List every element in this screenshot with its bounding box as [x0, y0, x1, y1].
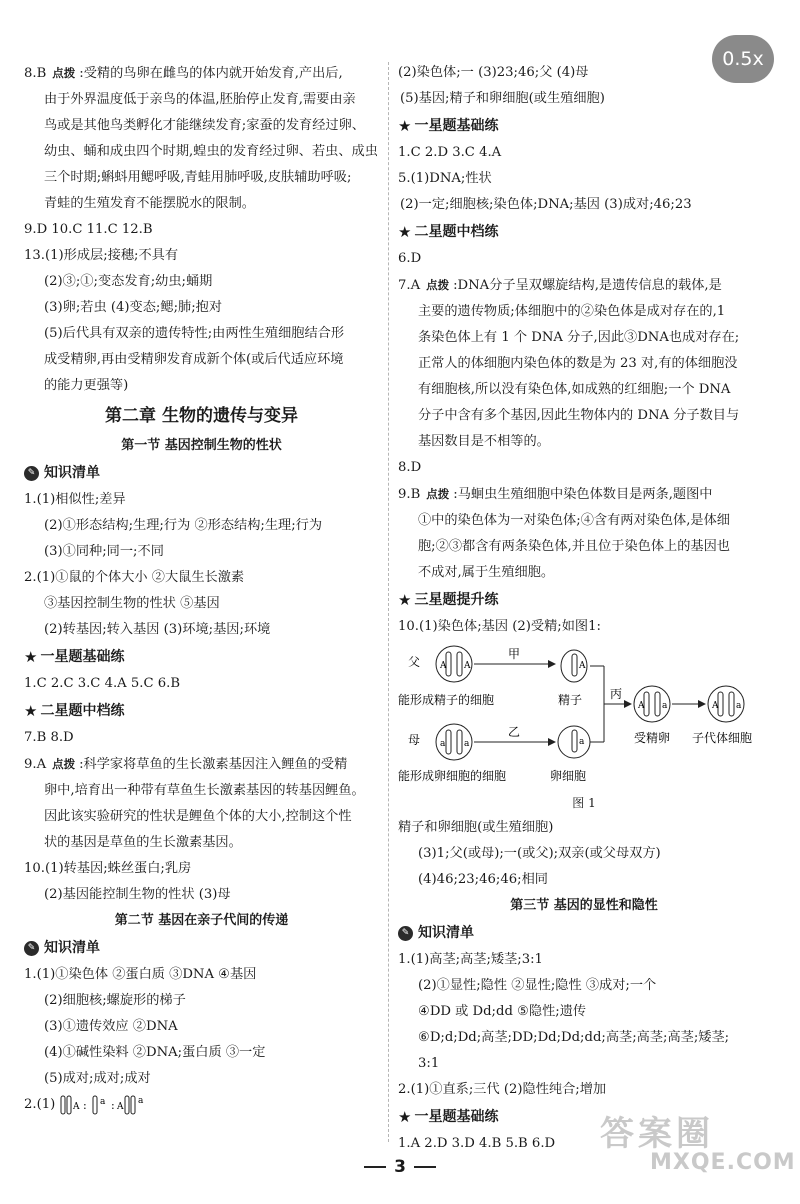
tip-label: 点拨 [426, 278, 450, 292]
chromosome-pair-2 [93, 1096, 106, 1114]
heading-label: 知识清单 [418, 925, 474, 941]
watermark-site: MXQE.COM [650, 1150, 796, 1175]
answers-line: 7.B 8.D [24, 730, 74, 745]
knowledge-list-heading [24, 934, 379, 962]
two-star-heading [398, 218, 770, 246]
answer-13-line: 13.(1)形成层;接穗;不具有 [24, 248, 179, 263]
explanation-line: 卵中,培育出一种带有草鱼生长激素基因的转基因鲤鱼。 [44, 783, 365, 798]
explanation-line: 条染色体上有 1 个 DNA 分子,因此③DNA也成对存在; [418, 330, 740, 345]
question-number: 8.B [24, 66, 47, 81]
answer-6: 6.D [398, 251, 422, 266]
tip-label: 点拨 [426, 487, 450, 501]
page-number-text: 3 [394, 1157, 406, 1177]
heading-label: 知识清单 [44, 465, 100, 481]
explanation-line: 三个时期;蝌蚪用鳃呼吸,青蛙用肺呼吸,皮肤辅助呼吸; [44, 170, 352, 185]
explanation-line: 由于外界温度低于亲鸟的体温,胚胎停止发育,需要由亲 [44, 92, 356, 107]
knowledge-list-heading [398, 919, 770, 947]
svg-text::: : [111, 1098, 116, 1112]
page-number-dash [364, 1166, 386, 1168]
page-number-dash [414, 1166, 436, 1168]
knowledge-line: (4)①碱性染料 ②DNA;蛋白质 ③一定 [44, 1045, 266, 1060]
chromosome-pair-1 [61, 1096, 80, 1114]
answer-13-line: (5)后代具有双亲的遗传特性;由两性生殖细胞结合形 [44, 326, 345, 341]
answer-9-line-1 [398, 481, 770, 508]
egg-cell [558, 726, 590, 758]
gene-label: a [440, 739, 446, 749]
zygote-label: 受精卵 [634, 731, 671, 745]
three-star-heading [398, 586, 770, 614]
answer-10-line: 10.(1)染色体;基因 (2)受精;如图1: [398, 619, 601, 634]
answers-line: 1.C 2.D 3.C 4.A [398, 145, 502, 160]
gene-label: A [440, 661, 447, 671]
gene-label: a [100, 1096, 106, 1107]
answer-line: (3)1;父(或母);一(或父);双亲(或父母双方) [418, 846, 661, 861]
mother-label: 母 [408, 733, 421, 747]
knowledge-line: (5)成对;成对;成对 [44, 1071, 151, 1086]
explanation-line: 主要的遗传物质;体细胞中的②染色体是成对存在的,1 [418, 304, 726, 319]
answer-7-line-1 [398, 272, 770, 299]
knowledge-icon: ✎ [398, 926, 413, 941]
sperm-origin-label: 能形成精子的细胞 [398, 693, 495, 707]
answer-8-line-1 [24, 60, 379, 87]
answers-line: (2)一定;细胞核;染色体;DNA;基因 (3)成对;46;23 [400, 197, 692, 212]
page-number [0, 1157, 800, 1177]
egg-label: 卵细胞 [550, 769, 587, 783]
heading-label: 三星题提升练 [414, 592, 499, 608]
genetic-transmission-diagram [398, 640, 770, 815]
gene-label: A [579, 661, 586, 671]
answer-9-line-1 [24, 751, 379, 778]
answer-13-line: (2)③;①;变态发育;幼虫;蛹期 [44, 274, 213, 289]
knowledge-line: (3)①同种;同一;不同 [44, 544, 164, 559]
heading-label: 知识清单 [44, 940, 100, 956]
explanation-line: 青蛙的生殖发育不能摆脱水的限制。 [44, 196, 255, 211]
knowledge-line: (3)①遗传效应 ②DNA [44, 1019, 178, 1034]
knowledge-icon: ✎ [24, 941, 39, 956]
explanation-text: :马蛔虫生殖细胞中染色体数目是两条,题图中 [453, 487, 713, 502]
egg-origin-label: 能形成卵细胞的细胞 [398, 769, 507, 783]
gene-label: A [117, 1101, 124, 1112]
answers-line: 5.(1)DNA;性状 [398, 171, 492, 186]
section-title: 第二节 基因在亲子代间的传递 [114, 913, 289, 928]
question-number: 9.B [398, 487, 421, 502]
answer-10-line: (2)基因能控制生物的性状 (3)母 [44, 887, 231, 902]
gene-label: a [579, 737, 585, 747]
knowledge-line: (2)①显性;隐性 ②显性;隐性 ③成对;一个 [418, 978, 657, 993]
star-icon: ★ [24, 702, 38, 720]
knowledge-line: 1.(1)高茎;高茎;矮茎;3:1 [398, 952, 543, 967]
arrow-label: 丙 [610, 687, 623, 701]
knowledge-line: (2)转基因;转入基因 (3)环境;基因;环境 [44, 622, 271, 637]
father-label: 父 [408, 655, 421, 669]
one-star-heading [398, 112, 770, 140]
answer-13-line: 的能力更强等) [44, 378, 129, 393]
star-icon: ★ [398, 591, 412, 609]
explanation-line: 因此该实验研究的性状是鲤鱼个体的大小,控制这个性 [44, 809, 352, 824]
star-icon: ★ [398, 223, 412, 241]
two-star-heading [24, 697, 379, 725]
knowledge-line: ③基因控制生物的性状 ⑤基因 [44, 596, 220, 611]
chromosome-pairs-figure [59, 1094, 169, 1116]
gene-label: a [138, 1095, 144, 1106]
one-star-heading [398, 1103, 770, 1131]
arrow-label: 甲 [508, 647, 521, 661]
watermark-logo: 答案圈 [600, 1114, 714, 1154]
right-column [398, 60, 770, 1157]
knowledge-list-heading [24, 459, 379, 487]
answer-13-line: 成受精卵,再由受精卵发育成新个体(或后代适应环境 [44, 352, 344, 367]
gene-label: a [736, 701, 742, 711]
answers-line: 1.C 2.C 3.C 4.A 5.C 6.B [24, 676, 181, 691]
knowledge-line: ⑥D;d;Dd;高茎;DD;Dd;Dd;dd;高茎;高茎;高茎;矮茎; [418, 1030, 730, 1045]
knowledge-line: (2)细胞核;螺旋形的梯子 [44, 993, 186, 1008]
knowledge-line: (2)①形态结构;生理;行为 ②形态结构;生理;行为 [44, 518, 323, 533]
knowledge-line: ④DD 或 Dd;dd ⑤隐性;遗传 [418, 1004, 587, 1019]
answer-line: 精子和卵细胞(或生殖细胞) [398, 820, 554, 835]
explanation-line: 有细胞核,所以没有染色体,如成熟的红细胞;一个 DNA [418, 382, 731, 397]
explanation-text: :DNA分子呈双螺旋结构,是遗传信息的载体,是 [453, 278, 722, 293]
answer-line: (2)染色体;一 (3)23;46;父 (4)母 [398, 65, 589, 80]
chapter-title: 第二章 生物的遗传与变异 [105, 406, 298, 426]
one-star-heading [24, 643, 379, 671]
knowledge-line-genes [24, 1092, 379, 1118]
knowledge-line: 1.(1)相似性;差异 [24, 492, 126, 507]
star-icon: ★ [24, 648, 38, 666]
answer-line: (5)基因;精子和卵细胞(或生殖细胞) [400, 91, 605, 106]
question-prefix: 2.(1) [24, 1097, 56, 1112]
arrow-label: 乙 [508, 725, 521, 739]
answers-line: 1.A 2.D 3.D 4.B 5.B 6.D [398, 1136, 556, 1151]
figure-caption: 图 1 [572, 796, 596, 810]
explanation-text: :科学家将草鱼的生长激素基因注入鲤鱼的受精 [79, 757, 348, 772]
knowledge-line: 2.(1)①直系;三代 (2)隐性纯合;增加 [398, 1082, 607, 1097]
knowledge-line: 3:1 [418, 1056, 440, 1071]
svg-text::: : [83, 1098, 88, 1112]
gene-label: A [464, 661, 471, 671]
tip-label: 点拨 [52, 757, 76, 771]
star-icon: ★ [398, 117, 412, 135]
gene-label: a [662, 701, 668, 711]
explanation-line: 胞;②③都含有两条染色体,并且位于染色体上的基因也 [418, 539, 730, 554]
explanation-line: ①中的染色体为一对染色体;④含有两对染色体,是体细 [418, 513, 730, 528]
explanation-text: :受精的鸟卵在雌鸟的体内就开始发育,产出后, [79, 66, 343, 81]
knowledge-icon: ✎ [24, 466, 39, 481]
knowledge-line: 1.(1)①染色体 ②蛋白质 ③DNA ④基因 [24, 967, 257, 982]
column-divider [388, 62, 389, 1142]
explanation-line: 鸟或是其他鸟类孵化才能继续发育;家蚕的发育经过卵、 [44, 118, 365, 133]
heading-label: 一星题基础练 [414, 118, 499, 134]
explanation-line: 幼虫、蛹和成虫四个时期,蝗虫的发育经过卵、若虫、成虫 [44, 144, 378, 159]
question-number: 9.A [24, 757, 47, 772]
knowledge-line: 2.(1)①鼠的个体大小 ②大鼠生长激素 [24, 570, 245, 585]
heading-label: 二星题中档练 [414, 224, 499, 240]
answer-8: 8.D [398, 460, 422, 475]
answer-10-line: 10.(1)转基因;蛛丝蛋白;乳房 [24, 861, 192, 876]
explanation-line: 基因数目是不相等的。 [418, 434, 550, 449]
offspring-label: 子代体细胞 [692, 731, 753, 745]
answer-13-line: (3)卵;若虫 (4)变态;鳃;肺;抱对 [44, 300, 223, 315]
gene-label: a [464, 739, 470, 749]
tip-label: 点拨 [52, 66, 76, 80]
answer-line: (4)46;23;46;46;相同 [418, 872, 548, 887]
gene-label: A [73, 1101, 80, 1112]
left-column [24, 60, 379, 1118]
explanation-line: 正常人的体细胞内染色体的数是为 23 对,有的体细胞没 [418, 356, 738, 371]
explanation-line: 分子中含有多个基因,因此生物体内的 DNA 分子数目与 [418, 408, 740, 423]
sperm-label: 精子 [558, 693, 583, 707]
explanation-line: 不成对,属于生殖细胞。 [418, 565, 555, 580]
gene-label: A [712, 701, 719, 711]
section-title: 第一节 基因控制生物的性状 [121, 438, 282, 453]
gene-label: A [638, 701, 645, 711]
playback-speed-badge[interactable]: 0.5x [712, 35, 774, 83]
heading-label: 一星题基础练 [414, 1109, 499, 1125]
heading-label: 一星题基础练 [40, 649, 125, 665]
heading-label: 二星题中档练 [40, 703, 125, 719]
chromosome-pair-3 [116, 1096, 144, 1114]
explanation-line: 状的基因是草鱼的生长激素基因。 [44, 835, 242, 850]
section-title: 第三节 基因的显性和隐性 [510, 898, 658, 913]
answers-9-12: 9.D 10.C 11.C 12.B [24, 222, 153, 237]
question-number: 7.A [398, 278, 421, 293]
star-icon: ★ [398, 1108, 412, 1126]
